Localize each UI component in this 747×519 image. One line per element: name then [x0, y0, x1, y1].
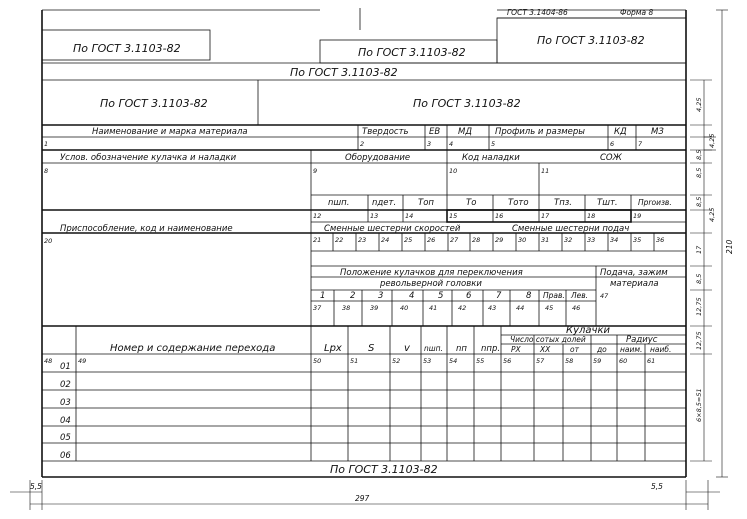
cam-equipment-row [44, 153, 623, 175]
timing-row [313, 198, 672, 220]
transition-number: 05 [60, 433, 71, 443]
right-label: Прав. [543, 291, 565, 300]
cams-label: Кулачки [566, 325, 610, 336]
t-pz-label: Тпз. [554, 198, 572, 208]
field-number: 43 [488, 304, 497, 312]
cam-pos-number: 2 [350, 291, 356, 301]
cam-pos-number: 1 [320, 291, 326, 301]
field-number: 16 [495, 212, 504, 220]
transition-header [44, 325, 671, 365]
field-number: 3 [427, 140, 432, 148]
s-label: S [368, 343, 375, 354]
field-number: 40 [400, 304, 409, 312]
field-number: 45 [545, 304, 554, 312]
field-number: 35 [633, 236, 642, 244]
hardness-label: Твердость [362, 127, 409, 137]
field-number: 23 [358, 236, 367, 244]
field-number: 2 [360, 140, 365, 148]
dim-right: 4,25 [708, 133, 716, 148]
field-number: 29 [495, 236, 504, 244]
gost-reference: ГОСТ 3.1404-86 [507, 8, 568, 17]
field-number: 59 [593, 357, 602, 365]
cam-pos-number: 4 [409, 291, 415, 301]
transition-number: 03 [60, 398, 71, 408]
left-label: Лев. [571, 291, 589, 300]
fixture-gears-row [44, 224, 664, 245]
field-number: 51 [350, 357, 359, 365]
field-number: 60 [619, 357, 628, 365]
stamp-band: По ГОСТ 3.1103-82 [290, 66, 398, 79]
field-number: 11 [541, 167, 550, 175]
dim-total-height: 210 [725, 239, 734, 254]
field-number: 39 [370, 304, 379, 312]
cam-label: Услов. обозначение кулачка и наладки [60, 153, 237, 163]
field-number: 38 [342, 304, 351, 312]
form-label: Форма 8 [620, 8, 654, 17]
field-number: 50 [313, 357, 322, 365]
md-label: МД [458, 127, 472, 137]
field-number: 6 [610, 140, 615, 148]
field-number: 22 [335, 236, 344, 244]
dim-margin-right: 5,5 [651, 482, 663, 491]
stamp-top-middle: По ГОСТ 3.1103-82 [358, 46, 466, 59]
field-number: 12 [313, 212, 322, 220]
stamp-area [42, 8, 686, 125]
dim-margin-left: 5,5 [30, 482, 42, 491]
v-label: v [404, 343, 410, 354]
stamp-top-left: По ГОСТ 3.1103-82 [73, 42, 181, 55]
n-detail-label: nдет. [372, 198, 397, 208]
field-number: 46 [572, 304, 581, 312]
cam-pos-number: 8 [526, 291, 532, 301]
field-number: 44 [516, 304, 525, 312]
fixture-label: Приспособление, код и наименование [60, 224, 233, 234]
material-label: Наименование и марка материала [92, 127, 248, 137]
field-number: 8 [44, 167, 49, 175]
transition-label: Номер и содержание перехода [110, 343, 276, 354]
field-number: 9 [313, 167, 318, 175]
px-label: РХ [511, 345, 521, 354]
n-p-label: nп [456, 344, 467, 354]
field-number: 58 [565, 357, 574, 365]
transition-number: 06 [60, 451, 71, 461]
radius-label: Радиус [626, 335, 658, 345]
field-number: 54 [449, 357, 458, 365]
transition-number: 04 [60, 416, 71, 426]
field-number: 48 [44, 357, 53, 365]
field-number: 33 [587, 236, 596, 244]
t-op-label: Топ [418, 198, 434, 208]
n-spindle-label-2: nшп. [424, 344, 443, 353]
field-number: 1 [44, 140, 49, 148]
min-label: наим. [620, 345, 643, 354]
field-number: 61 [647, 357, 656, 365]
setup-code-label: Код наладки [462, 153, 520, 163]
profile-label: Профиль и размеры [495, 127, 586, 137]
feed-clamp-label: Подача, зажим [600, 268, 668, 278]
field-number: 49 [78, 357, 87, 365]
dim-right: 8,5 [695, 196, 703, 207]
dim-right: 8,5 [695, 273, 703, 284]
field-number: 21 [313, 236, 322, 244]
field-number: 32 [564, 236, 573, 244]
l-px-label: Lpx [324, 343, 342, 354]
cam-pos-number: 5 [438, 291, 444, 301]
field-number: 56 [503, 357, 512, 365]
hundredths-label: Число сотых долей [510, 335, 586, 344]
field-number: 13 [370, 212, 379, 220]
n-pr-label: nпр. [481, 344, 501, 354]
field-number: 4 [449, 140, 454, 148]
mz-label: МЗ [651, 127, 664, 137]
turret-label: револьверной головки [380, 279, 482, 289]
t-oto-label: Тото [508, 198, 529, 208]
field-number: 28 [472, 236, 481, 244]
dim-right: 17 [695, 245, 703, 254]
field-number: 57 [536, 357, 545, 365]
field-number: 5 [491, 140, 496, 148]
position-label: Положение кулачков для переключения [340, 268, 523, 278]
stamp-block-right: По ГОСТ 3.1103-82 [413, 97, 521, 110]
field-number: 7 [638, 140, 643, 148]
field-number: 53 [423, 357, 432, 365]
xx-label: ХХ [540, 345, 551, 354]
field-number: 10 [449, 167, 458, 175]
kd-label: КД [614, 127, 627, 137]
from-label: от [570, 345, 579, 354]
field-number: 42 [458, 304, 467, 312]
speed-gears-label: Сменные шестерни скоростей [324, 224, 461, 234]
equipment-label: Оборудование [345, 153, 411, 163]
dim-right: 12,75 [695, 297, 703, 316]
bottom-dimensions [10, 480, 720, 510]
t-o-label: То [466, 198, 477, 208]
transition-number: 01 [60, 362, 71, 372]
field-number: 31 [541, 236, 550, 244]
field-number: 30 [518, 236, 527, 244]
field-number: 34 [610, 236, 619, 244]
dim-right: 12,75 [695, 331, 703, 350]
transition-number: 02 [60, 380, 71, 390]
field-number: 55 [476, 357, 485, 365]
dim-right: 4,25 [708, 207, 716, 222]
field-number: 27 [450, 236, 459, 244]
t-sht-label: Тшт. [597, 198, 618, 208]
field-number: 20 [44, 237, 53, 245]
material-row [44, 127, 664, 148]
dim-total-width: 297 [355, 494, 370, 503]
dim-right: 8,5 [695, 167, 703, 178]
field-number: 26 [427, 236, 436, 244]
productivity-label: Пproизв. [638, 198, 672, 207]
stamp-top-right: По ГОСТ 3.1103-82 [537, 34, 645, 47]
field-number: 25 [404, 236, 413, 244]
field-number: 17 [541, 212, 550, 220]
field-number: 52 [392, 357, 401, 365]
field-number: 24 [381, 236, 390, 244]
right-dimensions [690, 10, 734, 477]
transition-list [60, 362, 71, 461]
dim-right: 8,5 [695, 149, 703, 160]
stamp-block-left: По ГОСТ 3.1103-82 [100, 97, 208, 110]
ev-label: ЕВ [429, 127, 441, 137]
coolant-label: СОЖ [600, 153, 622, 163]
field-number: 47 [600, 292, 609, 300]
feed-gears-label: Сменные шестерни подач [512, 224, 630, 234]
field-number: 37 [313, 304, 322, 312]
field-number: 15 [449, 212, 458, 220]
table-grid [42, 125, 686, 461]
field-number: 36 [656, 236, 665, 244]
dim-right: 6×8,5=51 [695, 388, 703, 422]
dim-right: 4,25 [695, 97, 703, 112]
max-label: наиб. [650, 345, 672, 354]
stamp-bottom: По ГОСТ 3.1103-82 [330, 463, 438, 476]
field-number: 41 [429, 304, 438, 312]
cam-pos-number: 3 [378, 291, 384, 301]
field-number: 19 [633, 212, 642, 220]
field-number: 18 [587, 212, 596, 220]
field-number: 14 [405, 212, 414, 220]
to-label: до [597, 345, 607, 354]
n-spindle-label: nшп. [328, 198, 350, 208]
cam-pos-number: 7 [496, 291, 502, 301]
feed-material-label: материала [610, 279, 659, 289]
cam-pos-number: 6 [466, 291, 472, 301]
